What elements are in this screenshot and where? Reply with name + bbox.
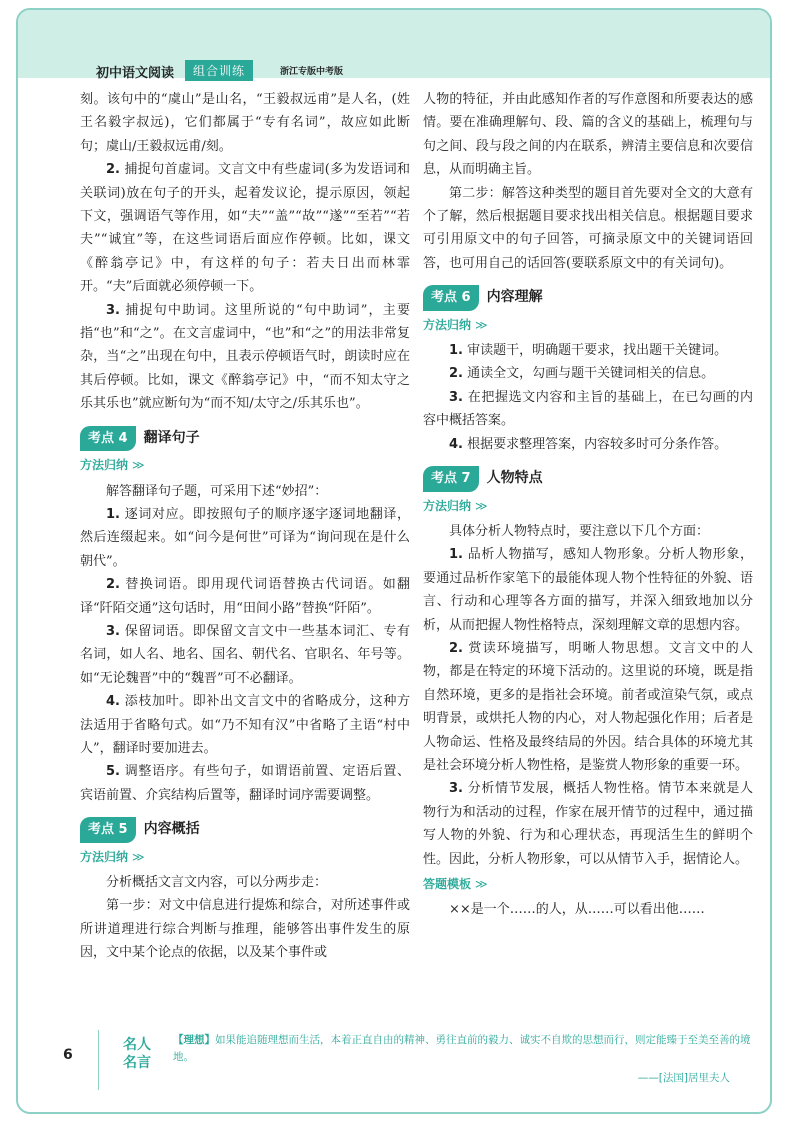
page-number: 6 (63, 1047, 73, 1063)
section-tag: 考点 6 (423, 285, 479, 310)
famous-quote-label: 名人 名言 (123, 1037, 151, 1071)
double-chevron-icon: ≫ (475, 877, 488, 891)
page-footer (18, 1030, 770, 1100)
section-title: 内容理解 (486, 289, 543, 306)
section-heading-4 (80, 426, 410, 451)
list-item: 2. 替换词语。即用现代词语替换古代词语。如翻译“阡陌交通”这句话时，用“田间小路”替换“阡陌”。 (80, 577, 410, 616)
section-heading-5 (80, 817, 410, 842)
list-item: 2. 赏读环境描写，明晰人物思想。文言文中的人物，都是在特定的环境下活动的。这里说的环境，既是指自然环境，更多的是指社会环境。前者或渲染气氛，或点明背景，或烘托人物的内心，对人物起强化作用；后者是人物命运、性格及最终结局的外因。结合具体的环境尤其是社会环境分析人物性格，是鉴赏人物形象的重要一环。 (423, 640, 753, 773)
section-title: 人物特点 (486, 470, 543, 487)
item-number: 2. (106, 162, 120, 178)
list-item (80, 299, 410, 416)
section-heading-7 (423, 466, 753, 491)
item-text: 捕捉句首虚词。文言文中有些虚词(多为发语词和关联词)放在句子的开头，起着发议论，提示原因，领起下文，强调语气等作用，如“夫”“盖”“故”“遂”“至若”“若夫”“诚宜”等，在这些词语后面应作停顿。比如，课文《醉翁亭记》中，有这样的句子：若夫日出而林霏开。“夫”后面就必须停顿一下。 (80, 162, 410, 295)
list-item: 3. 保留词语。即保留文言文中一些基本词汇、专有名词，如人名、地名、国名、朝代名、官职名、年号等。如“无论魏晋”中的“魏晋”可不必翻译。 (80, 623, 410, 686)
left-column (80, 88, 410, 965)
list-item: 1. 逐词对应。即按照句子的顺序逐字逐词地翻译，然后连缀起来。如“问今是何世”可译为“询问现在是什么朝代”。 (80, 506, 410, 569)
paragraph: 人物的特征，并由此感知作者的写作意图和所要表达的感情。要在准确理解句、段、篇的含义的基础上，梳理句与句之间、段与段之间的内在联系，辨清主要信息和次要信息，从而明确主旨。 (423, 92, 753, 178)
method-label: 方法归纳 ≫ (423, 317, 488, 332)
method-label: 方法归纳 ≫ (80, 849, 145, 864)
section-heading-6 (423, 285, 753, 310)
list-item: 1. 品析人物描写，感知人物形象。分析人物形象，要通过品析作家笔下的最能体现人物个性特征的外貌、语言、行动和心理等各方面的描写，并深入细致地加以分析，从而把握人物性格特点，深刻理解文章的思想内容。 (423, 547, 753, 633)
double-chevron-icon: ≫ (132, 458, 145, 473)
page-header (18, 10, 770, 81)
double-chevron-icon: ≫ (132, 849, 145, 864)
list-item: 1. 审读题干，明确题干要求，找出题干关键词。 (449, 343, 728, 359)
quote-text: 如果能追随理想而生活，本着正直自由的精神、勇往直前的毅力、诚实不自欺的思想而行，则定能臻于至美至善的境地。 (173, 1034, 751, 1063)
paragraph: 第一步：对文中信息进行提炼和综合，对所述事件或所讲道理进行综合判断与推理，能够答出事件发生的原因，文中某个论点的依据，以及某个事件或 (80, 898, 410, 961)
answer-template: ××是一个……的人，从……可以看出他…… (449, 902, 705, 918)
double-chevron-icon: ≫ (475, 498, 488, 513)
book-badge: 组合训练 (185, 60, 253, 81)
double-chevron-icon: ≫ (475, 317, 488, 332)
section-title: 内容概括 (143, 821, 200, 838)
divider (98, 1030, 99, 1090)
item-text: 捕捉句中助词。这里所说的“句中助词”，主要指“也”和“之”。在文言虚词中，“也”和“之”的用法非常复杂，当“之”出现在句中，且表示停顿语气时，朗读时应在其后停顿。比如，课文《醉翁亭记》中，“而不知太守之乐其乐也”就应断句为“而不知/太守之/乐其乐也”。 (80, 302, 410, 412)
paragraph: 具体分析人物特点时，要注意以下几个方面： (449, 523, 710, 539)
method-label: 方法归纳 ≫ (423, 498, 488, 513)
answer-template-label: 答题模板 ≫ (423, 877, 488, 891)
section-title: 翻译句子 (143, 429, 200, 446)
method-label: 方法归纳 ≫ (80, 458, 145, 473)
famous-quote (173, 1032, 753, 1066)
list-item: 4. 添枝加叶。即补出文言文中的省略成分，这种方法适用于省略句式。如“乃不知有汉”中省略了主语“村中人”，翻译时要加进去。 (80, 694, 410, 756)
list-item: 3. 分析情节发展，概括人物性格。情节本来就是人物行为和活动的过程，作家在展开情节的过程中，通过描写人物的外貌、行为和心理状态，再现活生生的鲜明个性。因此，分析人物形象，可以从情节入手，据情论人。 (423, 781, 753, 867)
quote-tag: 【理想】 (173, 1034, 215, 1046)
edition-label: 浙江专版中考版 (280, 67, 344, 77)
section-tag: 考点 5 (80, 817, 136, 842)
quote-source: ——[法国]居里夫人 (637, 1072, 730, 1084)
section-tag: 考点 7 (423, 466, 479, 491)
paragraph: 刻。该句中的“虞山”是山名，“王毅叔远甫”是人名，(姓王名毅字叔远)，它们都属于“专有名词”，故应如此断句；虞山/王毅叔远甫/刻。 (80, 92, 410, 154)
list-item: 5. 调整语序。有些句子，如谓语前置、定语后置、宾语前置、介宾结构后置等，翻译时词序需要调整。 (80, 764, 410, 803)
paragraph: 分析概括文言文内容，可以分两步走： (106, 875, 328, 890)
list-item: 3. 在把握选文内容和主旨的基础上，在已勾画的内容中概括答案。 (423, 389, 753, 429)
right-column (423, 88, 753, 922)
paragraph: 第二步：解答这种类型的题目首先要对全文的大意有个了解，然后根据题目要求找出相关信息。根据题目要求可引用原文中的句子回答，可摘录原文中的关键词语回答，也可用自己的话回答(要联系原文中的有关词句)。 (423, 185, 753, 271)
list-item: 4. 根据要求整理答案，内容较多时可分条作答。 (449, 436, 728, 452)
paragraph: 解答翻译句子题，可采用下述“妙招”： (106, 483, 328, 499)
item-number: 3. (106, 302, 120, 318)
book-title: 初中语文阅读 (96, 66, 175, 81)
list-item: 2. 通读全文，勾画与题干关键词相关的信息。 (449, 366, 715, 382)
section-tag: 考点 4 (80, 426, 136, 451)
list-item (80, 158, 410, 298)
